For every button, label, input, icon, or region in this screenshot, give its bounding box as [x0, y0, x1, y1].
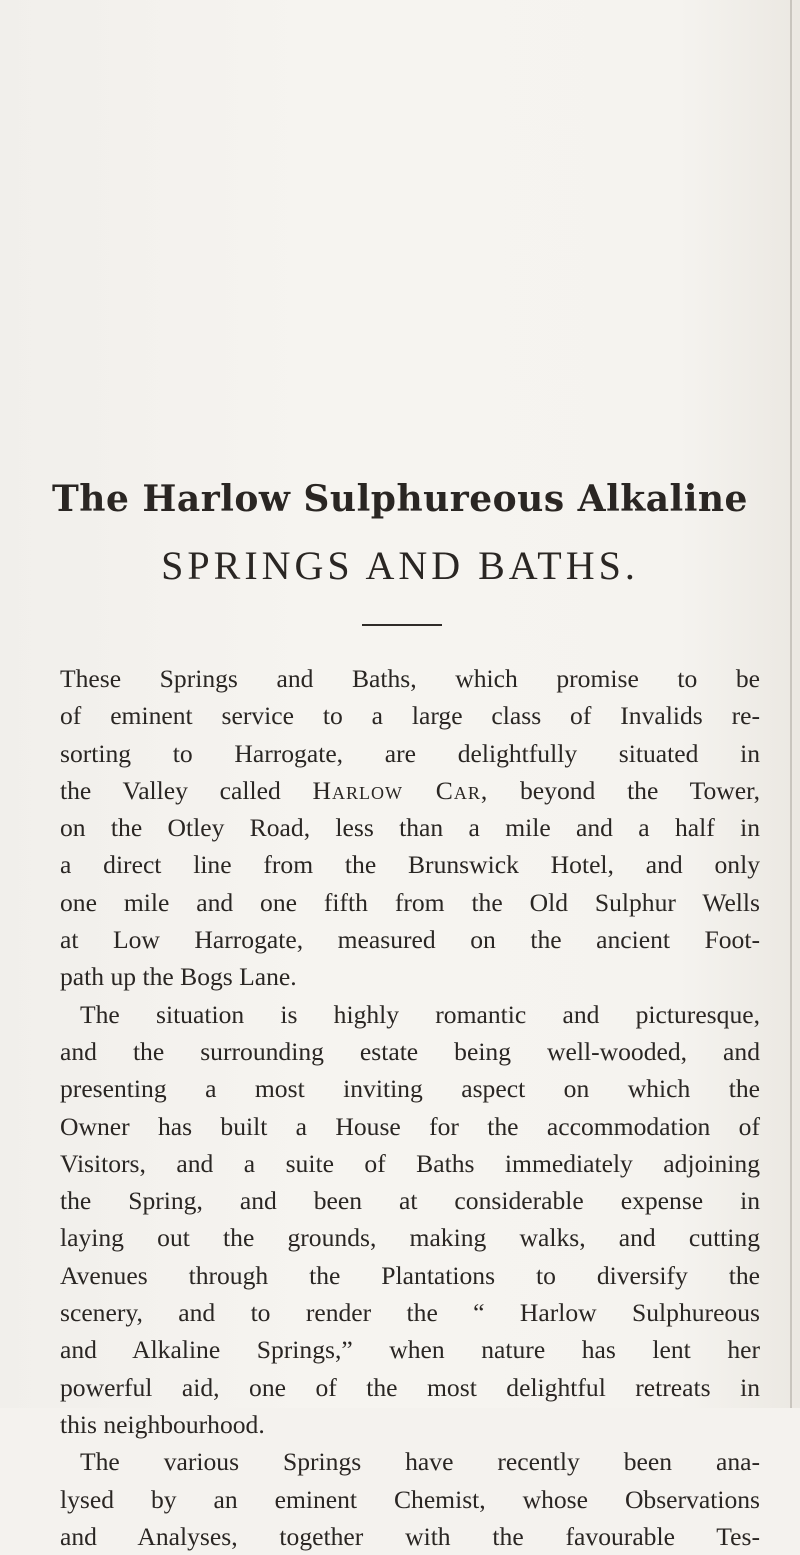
page-edge	[790, 0, 792, 1408]
text-line: and Analyses, together with the favourable Tes-	[60, 1521, 760, 1551]
text-line-harlow-car	[60, 772, 760, 809]
text-line: and Alkaline Springs,” when nature has lent her	[60, 1335, 760, 1365]
text-line: sorting to Harrogate, are delightfully situated in	[60, 738, 760, 768]
body-text	[60, 660, 760, 1555]
text-line: and the surrounding estate being well-wooded, and	[60, 1036, 760, 1066]
text-line: a direct line from the Brunswick Hotel, and only	[60, 850, 760, 880]
text-line: at Low Harrogate, measured on the ancient Foot-	[60, 925, 760, 955]
place-name: Harlow Car,	[312, 775, 489, 805]
text-line: path up the Bogs Lane.	[60, 962, 297, 992]
text-line: These Springs and Baths, which promise to be	[60, 664, 760, 693]
text-line: Avenues through the Plantations to diversify the	[60, 1260, 760, 1290]
heading-rule	[362, 624, 442, 626]
text-line: of eminent service to a large class of Invalids re-	[60, 701, 760, 731]
text-line: the Spring, and been at considerable expense in	[60, 1186, 760, 1216]
text-line: lysed by an eminent Chemist, whose Observations	[60, 1484, 760, 1514]
text-line: presenting a most inviting aspect on which the	[60, 1074, 760, 1104]
text-line: one mile and one fifth from the Old Sulphur Wells	[60, 887, 760, 917]
text-fragment: beyond the Tower,	[519, 775, 760, 805]
text-line: scenery, and to render the “ Harlow Sulphureous	[60, 1298, 760, 1328]
text-line: The situation is highly romantic and picturesque,	[80, 999, 760, 1029]
text-line: laying out the grounds, making walks, and cutting	[60, 1223, 760, 1253]
heading-caps: SPRINGS AND BATHS.	[161, 543, 639, 588]
heading-blackletter: The Harlow Sulphureous Alkaline	[52, 478, 748, 520]
text-line: this neighbourhood.	[60, 1409, 265, 1439]
text-line: powerful aid, one of the most delightful retreats in	[60, 1372, 760, 1402]
text-line: The various Springs have recently been ana-	[80, 1447, 760, 1477]
text-line: Visitors, and a suite of Baths immediately adjoining	[60, 1148, 760, 1178]
text-fragment: the Valley called	[60, 775, 281, 805]
text-line: on the Otley Road, less than a mile and a half in	[60, 813, 760, 843]
text-line: Owner has built a House for the accommodation of	[60, 1111, 760, 1141]
